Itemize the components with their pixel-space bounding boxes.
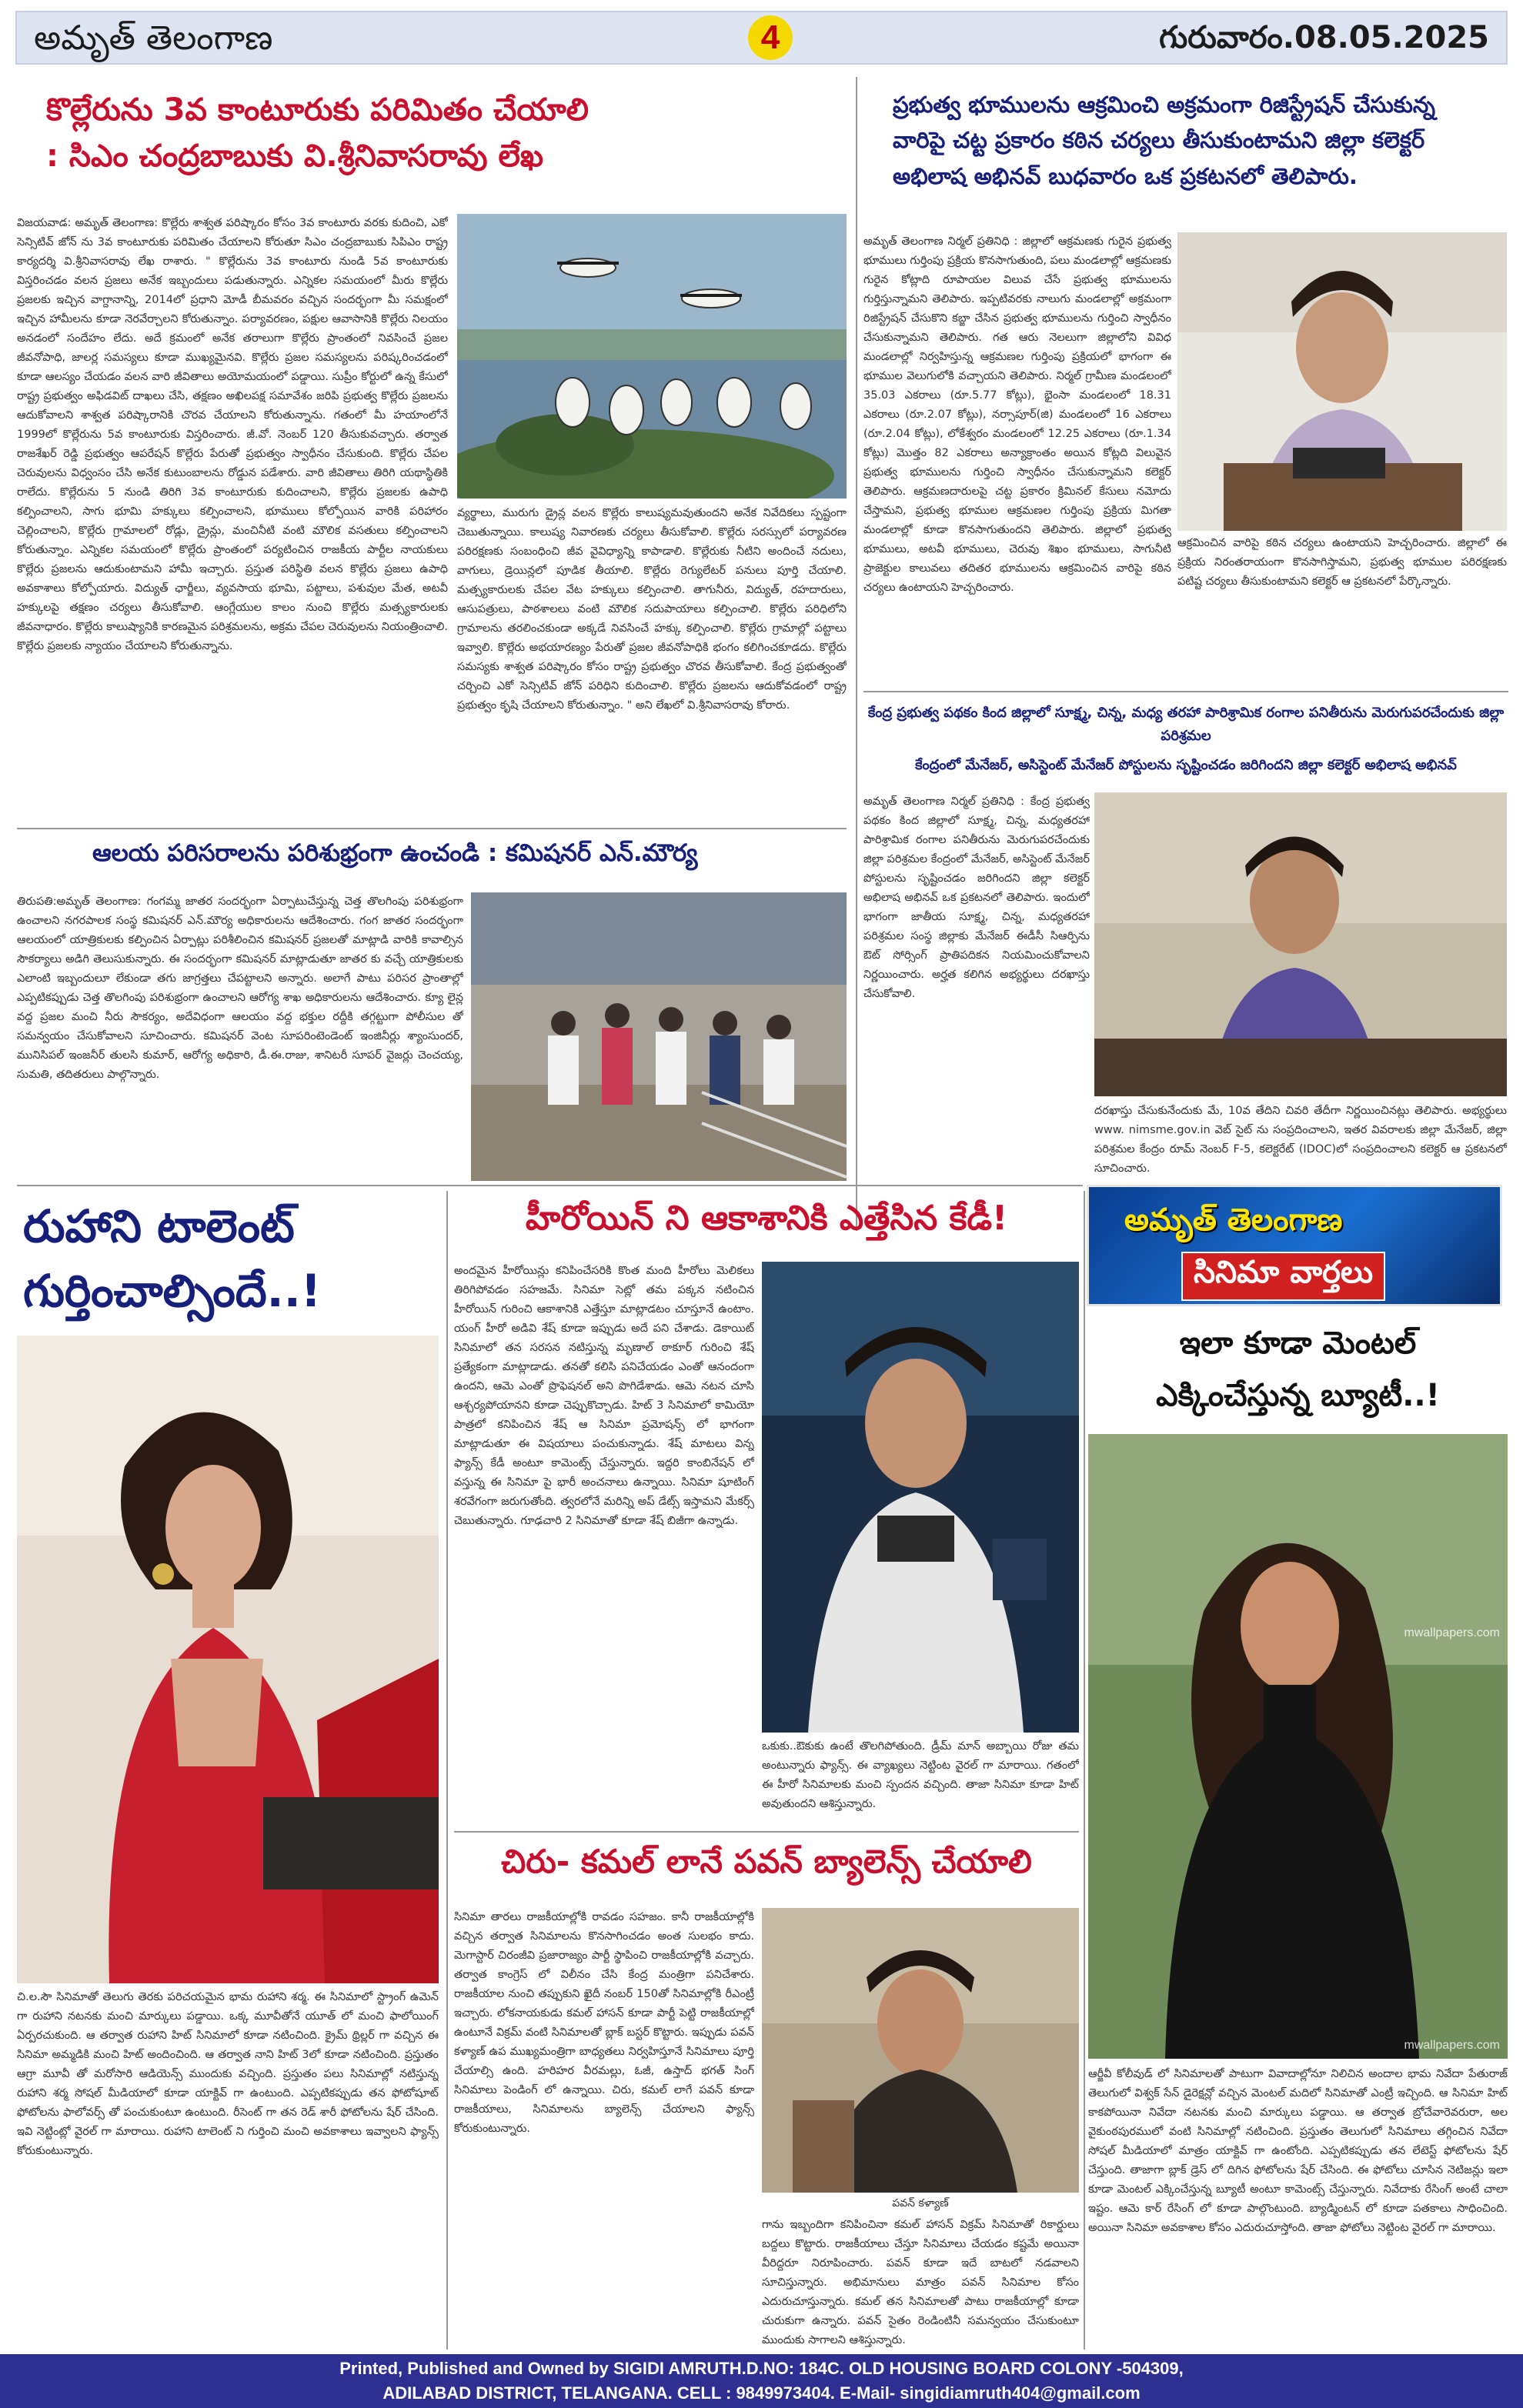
ruhani-body: చి.ల.సౌ సినిమాతో తెలుగు తెరకు పరిచయమైన భామ రుహాని శర్మ. ఈ సినిమాలో స్ట్రాంగ్ ఉమెన్ గా రుహాని నటనకు మంచి మార్కులు పడ్డాయి. ఒక్క మూవీతోనే యూత్ లో మంచి ఫాలోయింగ్ ఏర్పరచుకుంది. ఆ తర్వాత రుహాని హిట్ సినిమాలో కూడా నటించింది. క్రైమ్ థ్రిల్లర్ గా వచ్చిన ఈ సినిమా అమ్మడికి మంచి హిట్ అందించింది. ఆ తర్వాత నాని హిట్ 3లో కూడా నటించింది. ప్రస్తుతం ఆగ్రా మూవీ తో మరోసారి ఆడియెన్స్ ముందుకు వచ్చింది. ప్రస్తుతం పలు సినిమాల్లో నటిస్తున్న రుహాని శర్మ సోషల్ మీడియాలో కూడా యాక్టివ్ గా ఉంటుంది. ఎప్పటికప్పుడు తన ఫోటోషూట్ ఫోటోలను ఫాలోవర్స్ తో పంచుకుంటూ ఉంటుంది. రీసెంట్ గా తన రెడ్ శారీ ఫోటోలను షేర్ చేసింది. ఇవి నెట్టింట్లో వైరల్ గా మారాయి. రుహాని టాలెంట్ ని గుర్తించి మంచి అవకాశాలు ఇవ్వాలని ఫ్యాన్స్ కోరుకుంటున్నారు. <box>17 1991 439 2157</box>
recruit-collector-photo <box>1094 792 1507 1096</box>
collector-headline-line2: వారిపై చట్ట ప్రకారం కఠిన చర్యలు తీసుకుంటామని జిల్లా కలెక్టర్ <box>893 127 1425 154</box>
kolleru-headline-line2: : సిఎం చంద్రబాబుకు వి.శ్రీనివాసరావు లేఖ <box>46 138 544 174</box>
collector-headline-line3: అభిలాష అభినవ్ బుధవారం ఒక ప్రకటనలో తెలిపారు. <box>893 162 1358 189</box>
beauty-headline <box>1088 1317 1508 1422</box>
recruit-headline-line2: కేంద్రంలో మేనేజర్, అసిస్టెంట్ మేనేజర్ పోస్టులను సృష్టించడం జరిగిందని జిల్లా కలెక్టర్ అభిలాష అభినవ్ <box>915 757 1457 773</box>
pawan-body-col1: సినిమా తారలు రాజకీయాల్లోకి రావడం సహజం. కానీ రాజకీయాల్లోకి వచ్చిన తర్వాత సినిమాలను కొనసాగించడం అంత సులభం కాదు. మెగాస్టార్ చిరంజీవి ప్రజారాజ్యం పార్టీ స్థాపించి రాజకీయాల్లోకి వచ్చారు. తర్వాత కాంగ్రెస్ లో విలీనం చేసి కేంద్ర మంత్రిగా పనిచేశారు. రాజకీయాల నుంచి తప్పుకుని ఖైదీ నంబర్ 150తో సినిమాల్లోకి రీఎంట్రీ ఇచ్చారు. లోకనాయకుడు కమల్ హాసన్ కూడా పార్టీ పెట్టి రాజకీయాల్లో ఉంటూనే విక్రమ్ వంటి సినిమాలతో బ్లాక్ బస్టర్ కొట్టారు. ఇప్పుడు పవన్ కళ్యాణ్ ఉప ముఖ్యమంత్రిగా బాధ్యతలు నిర్వహిస్తూనే సినిమాలు పూర్తి చేయాల్సి ఉంది. హరిహర వీరమల్లు, ఓజీ, ఉస్తాద్ భగత్ సింగ్ సినిమాలు పెండింగ్ లో ఉన్నాయి. చిరు, కమల్ లాగే పవన్ కూడా రాజకీయాలు, సినిమాలను బ్యాలెన్స్ చేయాలని ఫ్యాన్స్ కోరుకుంటున్నారు. <box>454 1911 754 2135</box>
kolleru-headline-line1: కొల్లేరును 3వ కాంటూరుకు పరిమితం చేయాలి <box>46 92 589 128</box>
banner-section-title: సినిమా వార్తలు <box>1181 1252 1385 1301</box>
recruit-body: అమృత్ తెలంగాణ నిర్మల్ ప్రతినిధి : కేంద్ర ప్రభుత్వ పథకం కింద జిల్లాలో సూక్ష్మ, చిన్న, మధ్యతరహా పారిశ్రామిక రంగాల పనితీరును మెరుగుపరచేందుకు జిల్లా పరిశ్రమల కేంద్రంలో మేనేజర్, అసిస్టెంట్ మేనేజర్ పోస్టులను సృష్టించడం జరిగిందని జిల్లా కలెక్టర్ అభిలాష అభినవ్ ఒక ప్రకటనలో తెలిపారు. ఇందులో భాగంగా జాతీయ సూక్ష్మ, చిన్న, మధ్యతరహా పరిశ్రమల సంస్థ జిల్లాకు మేనేజర్ ఈడీసీ సిఆర్పిను ఔట్ సోర్సింగ్ ప్రాతిపదికన నియమించుకోవాలని నిర్ణయించారు. అర్హత కలిగిన అభ్యర్థులు దరఖాస్తు చేసుకోవాలి. <box>863 795 1090 1000</box>
photo-watermark: mwallpapers.com <box>1404 1626 1500 1639</box>
recruit-body-wide: దరఖాస్తు చేసుకునేందుకు మే, 10వ తేదిని చివరి తేదీగా నిర్ణయించినట్లు తెలిపారు. అభ్యర్థులు www. nimsme.gov.in వెబ్ సైట్ ను సంప్రదించాలని, ఇతర వివరాలకు జిల్లా మేనేజర్, జిల్లా పరిశ్రమల కేంద్రం రూమ్ నెంబర్ F-5, కలెక్టరేట్ (IDOC)లో సంప్రదించాలని కలెక్టర్ ఆ ప్రకటనలో సూచించారు. <box>1094 1105 1507 1175</box>
kd-headline: హీరోయిన్ ని ఆకాశానికి ఎత్తేసిన కేడీ! <box>525 1199 1008 1238</box>
temple-body: తిరుపతి:అమృత్ తెలంగాణ: గంగమ్మ జాతర సందర్భంగా ఏర్పాటుచేస్తున్న చెత్త తొలగింపు పరిశుభ్రంగా ఉంచాలని నగరపాలక సంస్థ కమిషనర్ ఎన్.మౌర్య అధికారులను ఆదేశించారు. గంగ జాతర సందర్భంగా ఆలయంలో యాత్రికులకు కల్పించిన ఏర్పాట్లు పరిశీలించిన కమిషనర్ ప్రజలతో మాట్లాడి వారికి కావాల్సిన సౌకర్యాలు అడిగి తెలుసుకున్నారు. ఈ సందర్భంగా కమిషనర్ మాట్లాడుతూ జాతర కు వచ్చే యాత్రికులకు ఎలాంటి ఇబ్బందులూ లేకుండా తగు జాగ్రత్తలు చేపట్టాలని అన్నారు. అలాగే పాటు పరిసర ప్రాంతాల్లో ఎప్పటికప్పుడు చెత్త తొలగింపు పరిశుభ్రంగా ఉంచాలని ఆరోగ్య శాఖ అధికారులను ఆదేశించారు. క్యూ లైన్ల వద్ద ప్రజల మంచి నీరు సౌకర్యం, అదేవిధంగా ఆలయం వద్ద భక్తుల రద్దీకి తగ్గట్టుగా పోలీసుల తో సమన్వయం చేసుకోవాలని సూచించారు. కమిషనర్ వెంట సూపరింటెండెంట్ ఇంజినీర్లు శ్యాంసుందర్, మునిసిపల్ ఇంజనీర్ తులసి కుమార్, ఆరోగ్య అధికారి, డీ.ఈ.రాజు, శానిటరీ సూపర్ వైజర్లు చెంచయ్య, సుమతి, తదితరులు పాల్గొన్నారు. <box>17 895 463 1081</box>
pawan-headline: చిరు- కమల్ లానే పవన్ బ్యాలెన్స్ చేయాలి <box>501 1843 1032 1880</box>
kd-actor-photo <box>762 1262 1079 1733</box>
temple-inspection-photo <box>471 892 847 1181</box>
recruit-headline-line1: కేంద్ర ప్రభుత్వ పథకం కింద జిల్లాలో సూక్ష్మ, చిన్న, మధ్య తరహా పారిశ్రామిక రంగాల పనితీరును మెరుగుపరచేందుకు జిల్లా పరిశ్రమల <box>867 705 1505 744</box>
issue-date: గురువారం.08.05.2025 <box>1159 20 1489 55</box>
photo-watermark: mwallpapers.com <box>1404 2039 1500 2052</box>
beauty-photo <box>1088 1434 1508 2059</box>
column-divider <box>446 1191 448 2350</box>
column-divider <box>1084 1191 1085 2350</box>
ruhani-headline-line2: గుర్తించాల్సిందే..! <box>23 1265 322 1317</box>
banner-paper-name: అమృత్ తెలంగాణ <box>1124 1202 1343 1238</box>
ruhani-headline <box>23 1194 439 1323</box>
collector-body-right: ఆక్రమించిన వారిపై కఠిన చర్యలు ఉంటాయని హెచ్చరించారు. జిల్లాలో ఈ ప్రక్రియ నిరంతరాయంగా కొనసాగిస్తామని, ప్రభుత్వ భూముల పరిరక్షణకు పటిష్ట చర్యలు తీసుకుంటామని కలెక్టర్ ఆ ప్రకటనలో పేర్కొన్నారు. <box>1177 537 1507 588</box>
imprint-footer <box>0 2354 1523 2408</box>
masthead <box>15 11 1508 65</box>
beauty-headline-line2: ఎక్కించేస్తున్న బ్యూటీ..! <box>1156 1378 1440 1413</box>
recruit-headline <box>863 702 1508 777</box>
kd-body-wide: ఒకుకు..ఔకుకు ఉంటే తొలగిపోతుంది. డ్రీమ్ మాన్ అబ్బాయి రోజు తమ అంటున్నారు ఫ్యాన్స్. ఈ వ్యాఖ్యలు నెట్టింట వైరల్ గా మారాయి. గతంలో ఈ హీరో సినిమాలకు మంచి స్పందన వచ్చింది. తాజా సినిమా కూడా హిట్ అవుతుందని ఆశిస్తున్నారు. <box>762 1740 1079 1810</box>
imprint-line1: Printed, Published and Owned by SIGIDI AMRUTH.D.NO: 184C. OLD HOUSING BOARD COLONY -504309, <box>339 2359 1184 2378</box>
ruhani-photo <box>17 1336 439 1983</box>
kd-body-col1: అందమైన హీరోయిన్లు కనిపించేసరికి కొంత మంది హీరోలు మెలికలు తిరిగిపోవడం సహజమే. సినిమా సెట్లో తమ పక్కన నటించిన హీరోయిన్ గురించి ఆకాశానికి ఎత్తేస్తూ మాట్లాడటం చూస్తూనే ఉంటాం. యంగ్ హీరో అడివి శేష్ కూడా ఇప్పుడు అదే పని చేశాడు. డెకాయిట్ సినిమాలో తన సరసన నటిస్తున్న మృణాల్ ఠాకూర్ గురించి శేష్ ప్రత్యేకంగా మాట్లాడాడు. తనతో కలిసి పనిచేయడం ఎంతో ఆనందంగా ఉందని, ఆమె ఎంతో ప్రొఫెషనల్ అని పొగిడేశాడు. ఆమె నటన చూసి ఆశ్చర్యపోయానని కూడా చెప్పుకొచ్చాడు. హిట్ 3 సినిమాలో కామియో పాత్రలో కనిపించిన శేష్ ఆ సినిమా ప్రమోషన్స్ లో భాగంగా మాట్లాడుతూ ఈ విషయాలు పంచుకున్నాడు. శేష్ మాటలు విన్న ఫ్యాన్స్ కేడీ అంటూ కామెంట్స్ చేస్తున్నారు. ఇద్దరి కాంబినేషన్ లో వస్తున్న ఈ సినిమా పై భారీ అంచనాలు ఉన్నాయి. సినిమా షూటింగ్ శరవేగంగా జరుగుతోంది. త్వరలోనే మరిన్ని అప్ డేట్స్ ఇస్తామని మేకర్స్ చెబుతున్నారు. గూఢచారి 2 సినిమాతో కూడా శేష్ బిజీగా ఉన్నాడు. <box>454 1265 754 1527</box>
section-divider <box>863 691 1508 692</box>
section-divider <box>17 828 847 829</box>
paper-name: అమృత్ తెలంగాణ <box>34 18 273 58</box>
kolleru-body-col1: విజయవాడ: అమృత్ తెలంగాణ: కొల్లేరు శాశ్వత పరిష్కారం కోసం 3వ కాంటూరు వరకు కుదించి, ఎకో సెన్సిటివ్ జోన్ ను 3వ కాంటూరుకు పరిమితం చేయాలని కోరుతూ సిఎం చంద్రబాబుకు సిపిఎం రాష్ట్ర కార్యదర్శి వి.శ్రీనివాసరావు లేఖ రాశారు. " కొల్లేరును 3వ కాంటూరు నుండి 5వ కాంటూరుకు విస్తరించడం వలన ప్రజలు అనేక ఇబ్బందులు పడుతున్నారు. ఎన్నికల సమయంలో మీరు కొల్లేరు ప్రజలకు ఇచ్చిన వాగ్దానాన్ని, 2014లో ప్రధాని మోడీ బీమవరం వచ్చిన సందర్భంగా మీ సమక్షంలో ఇచ్చిన హామీలను కూడా నెరవేర్చాలని కోరుతున్నాం. పర్యావరణం, పక్షుల ఆవాసానికి కొల్లేరు నిలయం అనడంలో సందేహం లేదు. అదే క్రమంలో అనేక తరాలుగా కొల్లేరు ప్రాంతంలో నివసించే ప్రజల జీవనోపాధి, జాలర్ల సమస్యలు కూడా ముఖ్యమైనవి. కొల్లేరు ప్రజల సమస్యలను పరిష్కరించడంలో కూడా ఆలస్యం చేయడం వలన వారి జీవితాలు అయోమయంలో పడ్డాయి. సుప్రీం కోర్టులో ఉన్న కేసులో రాష్ట్ర ప్రభుత్వం అఫిడవిట్ దాఖలు చేసి, తక్షణం అఖిలపక్ష సమావేశం జరిపి ప్రభుత్వ కొల్లేరు ప్రజలను ఆదుకోవాలని శాశ్వత పరిష్కారానికి చొరవ చేయాలని కోరుతున్నాను. గతంలో మీ హయాంలోనే 1999లో కొల్లేరును 5వ కాంటూరుకు విస్తరించారు. జీ.వో. నెంబర్ 120 తీసుకువచ్చారు. తర్వాత రాజశేఖర్ రెడ్డి ప్రభుత్వం ఆపరేషన్ కొల్లేరు పేరుతో ప్రభుత్వం స్వాధీనం చేసుకుంది. కొల్లేరు చేపల చెరువులను విధ్వంసం చేసి అనేక కుటుంబాలను రోడ్డున పడేశారు. వారి జీవితాలు తిరిగి యథాస్థితికి రాలేదు. కొల్లేరును 5 నుండి తిరిగి 3వ కాంటూరుకు కుదించాలని, కొల్లేరు ప్రజలకు ఉపాధి కల్పించాలని, సాగు భూమి హక్కులు కల్పించాలని, భూములు కోల్పోయిన వారికి పరిహారం చెల్లించాలని, కొల్లేరు గ్రామాలలో రోడ్లు, డ్రైన్లు, మంచినీటి వంటి మౌలిక వసతులు కల్పించాలని కోరుతున్నాం. ఎన్నికల సమయంలో కొల్లేరు ప్రాంతంలో పర్యటించిన రాజకీయ పార్టీల నాయకులు కొల్లేరు ప్రజలను ఆదుకుంటామని హామీ ఇచ్చారు. ప్రస్తుత పరిస్థితి వలన కొల్లేరు ప్రజలు ఉపాధి అవకాశాలు కోల్పోయారు. విద్యుత్ ఛార్జీలు, వ్యవసాయ భూమి, పట్టాలు, పశువుల మేత, అటవీ హక్కులపై తక్షణం చర్యలు తీసుకోవాలి. ఆంగ్లేయుల కాలం నుంచి కొల్లేరు మత్స్యకారులకు జీవనాధారం. కొల్లేరు కాలుష్యానికి కారణమైన పరిశ్రమలను, అక్రమ చేపల చెరువులను నియంత్రించాలి. కొల్లేరు ప్రజలకు న్యాయం చేయాలని కోరుతున్నాను. <box>17 217 448 652</box>
ruhani-headline-line1: రుహాని టాలెంట్ <box>23 1200 295 1252</box>
cinema-news-banner <box>1087 1185 1502 1306</box>
temple-headline: ఆలయ పరిసరాలను పరిశుభ్రంగా ఉంచండి : కమిషనర్ ఎన్.మౌర్య <box>92 839 698 867</box>
pawan-body-col2: గాను ఇబ్బందిగా కనిపించినా కమల్ హాసన్ విక్రమ్ సినిమాతో రికార్డులు బద్దలు కొట్టారు. రాజకీయాలు చేస్తూ సినిమాలు చేయడం కష్టమే అయినా వీరిద్దరూ నిరూపించారు. పవన్ కూడా ఇదే బాటలో నడవాలని సూచిస్తున్నారు. అభిమానులు మాత్రం పవన్ సినిమాల కోసం ఎదురుచూస్తున్నారు. కమల్ తన సినిమాలతో పాటు రాజకీయాల్లో కూడా చురుకుగా ఉన్నారు. పవన్ సైతం రెండింటినీ సమన్వయం చేసుకుంటూ ముందుకు సాగాలని ఆశిస్తున్నారు. <box>762 2219 1079 2346</box>
kolleru-body-col2: వ్యర్థాలు, మురుగు డ్రైన్ల వలన కొల్లేరు కాలుష్యమవుతుందని అనేక నివేదికలు స్పష్టంగా చెబుతున్నాయి. కాలుష్య నివారణకు చర్యలు తీసుకోవాలి. కొల్లేరు సరస్సులో పర్యావరణ పరిరక్షణకు సంబంధించి జీవ వైవిధ్యాన్ని కాపాడాలి. కొల్లేరుకు నీటిని అందించే నదులు, వాగులు, డ్రెయిన్లలో పూడిక తీయాలి. కొల్లేరు రెగ్యులేటర్ పనులు పూర్తి చేయాలి. మత్స్యకారులకు చేపల వేట హక్కులు కల్పించాలి. తాగునీరు, విద్యుత్, రహదారులు, ఆసుపత్రులు, పాఠశాలలు వంటి మౌలిక సదుపాయాలు కల్పించాలి. కొల్లేరు పరిధిలోని గ్రామాలను తరలించకుండా అక్కడే నివసించే హక్కు కల్పించాలి. కొల్లేరు గ్రామాల్లో పట్టాలు ఇవ్వాలి. కొల్లేరు అభయారణ్యం పేరుతో ప్రజల జీవనోపాధికి భంగం కలిగించకూడదు. కొల్లేరు సమస్యకు శాశ్వత పరిష్కారం కోసం రాష్ట్ర ప్రభుత్వం చొరవ తీసుకోవాలి. కేంద్ర ప్రభుత్వంతో చర్చించి ఎకో సెన్సిటివ్ జోన్ పరిధిని కుదించాలి. కొల్లేరు ప్రజలను ఆదుకోవడంలో రాష్ట్ర ప్రభుత్వం కృషి చేయాలని కోరుతున్నాం. " అని లేఖలో వి.శ్రీనివాసరావు కోరారు. <box>457 507 847 712</box>
column-divider <box>856 77 857 1231</box>
section-divider <box>17 1185 1083 1186</box>
kolleru-headline <box>46 91 847 175</box>
pawan-photo-caption: పవన్ కళ్యాణ్ <box>892 2197 949 2210</box>
collector-headline <box>893 91 1508 190</box>
beauty-body: ఆర్జీవీ కోలీవుడ్ లో సినిమాలతో పాటుగా వివాదాల్లోనూ నిలిచిన అందాల భామ నివేదా పేతురాజ్ తెలుగులో విశ్వక్ సేన్ డైరెక్షన్లో వచ్చిన మెంటల్ మదిలో సినిమాతో ఎంట్రీ ఇచ్చింది. ఆ సినిమా హిట్ కాకపోయినా నివేదా నటనకు మంచి మార్కులు పడ్డాయి. ఆ తర్వాత బ్రోచేవారెవరురా, అల వైకుంఠపురములో వంటి సినిమాల్లో నటించింది. ప్రస్తుతం తెలుగులో సినిమాలు తగ్గించిన నివేదా సోషల్ మీడియాలో మాత్రం యాక్టివ్ గా ఉంటోంది. ఎప్పటికప్పుడు తన లేటెస్ట్ ఫోటోలను షేర్ చేస్తుంది. తాజాగా బ్లాక్ డ్రెస్ లో దిగిన ఫోటోలను షేర్ చేసింది. ఈ ఫోటోలు చూసిన నెటిజన్లు ఇలా కూడా మెంటల్ ఎక్కించేస్తున్న బ్యూటీ అంటూ కామెంట్స్ చేస్తున్నారు. నివేదాకు రేసింగ్ అంటే చాలా ఇష్టం. ఆమె కార్ రేసింగ్ లో కూడా పాల్గొంటుంది. బ్యాడ్మింటన్ లో కూడా పతకాలు సాధించింది. అయినా సినిమా అవకాశాల కోసం ఎదురుచూస్తోంది. తాజా ఫోటోలు నెట్టింట వైరల్ గా మారాయి. <box>1088 2068 1508 2234</box>
kolleru-birds-photo <box>457 214 847 499</box>
collector-headline-line1: ప్రభుత్వ భూములను ఆక్రమించి అక్రమంగా రిజిస్ట్రేషన్ చేసుకున్న <box>893 92 1435 118</box>
collector-photo <box>1177 232 1507 531</box>
page-number: 4 <box>748 15 793 60</box>
pawan-photo <box>762 1908 1079 2193</box>
section-divider <box>454 1831 1079 1833</box>
beauty-headline-line1: ఇలా కూడా మెంటల్ <box>1179 1326 1417 1361</box>
imprint-line2: ADILABAD DISTRICT, TELANGANA. CELL : 9849973404. E-Mail- singidiamruth404@gmail.com <box>382 2383 1141 2403</box>
collector-body: అమృత్ తెలంగాణ నిర్మల్ ప్రతినిధి : జిల్లాలో ఆక్రమణకు గురైన ప్రభుత్వ భూములు గుర్తింపు ప్రక్రియ కొనసాగుతుంది, పలు మండలాల్లో ఆక్రమణకు గురైన కోట్లాది రూపాయల విలువ చేసే ప్రభుత్వ భూములను గుర్తిస్తున్నామని తెలిపారు. ఇప్పటివరకు నాలుగు మండలాల్లో అక్రమంగా రిజిస్ట్రేషన్ చేసుకొని కబ్జా చేసిన ప్రభుత్వ భూములను గుర్తించి స్వాధీనం చేసుకున్నామని తెలిపారు. గత ఆరు నెలలుగా జిల్లాలోని వివిధ మండలాల్లో నిర్వహిస్తున్న ఆక్రమణల గుర్తింపు ప్రక్రియలో భాగంగా ఈ భూముల వెలుగులోకి వచ్చాయని తెలిపారు. నిర్మల్ గ్రామీణ మండలంలో 35.03 ఎకరాలు (రూ.5.77 కోట్లు), భైంసా మండలంలో 18.31 ఎకరాలు (రూ.2.07 కోట్లు), నర్సాపూర్(జి) మండలంలో 16 ఎకరాలు (రూ.2.04 కోట్లు), లోకేశ్వరం మండలంలో 12.25 ఎకరాలు (రూ.1.34 కోట్లు) మొత్తం 82 ఎకరాలు అన్యాక్రాంతం అయిన కోట్లది విలువైన ప్రభుత్వ భూములను గుర్తించి స్వాధీనం చేసుకున్నామని కలెక్టర్ తెలిపారు. ఆక్రమణదారులపై చట్ట ప్రకారం క్రిమినల్ కేసులు నమోదు చేస్తామని, ప్రభుత్వ భూముల ఆక్రమణల గుర్తింపు ప్రక్రియ మిగతా మండలాల్లో కూడా కొనసాగుతుందని తెలిపారు. జిల్లాలో ప్రభుత్వ భూములు, అటవీ భూములు, చెరువు శిఖం భూములు, సాగునీటి ప్రాజెక్టుల కాలువలు తదితర భూములను ఆక్రమించిన వారిపై కఠిన చర్యలు ఉంటాయని హెచ్చరించారు. <box>863 235 1171 594</box>
